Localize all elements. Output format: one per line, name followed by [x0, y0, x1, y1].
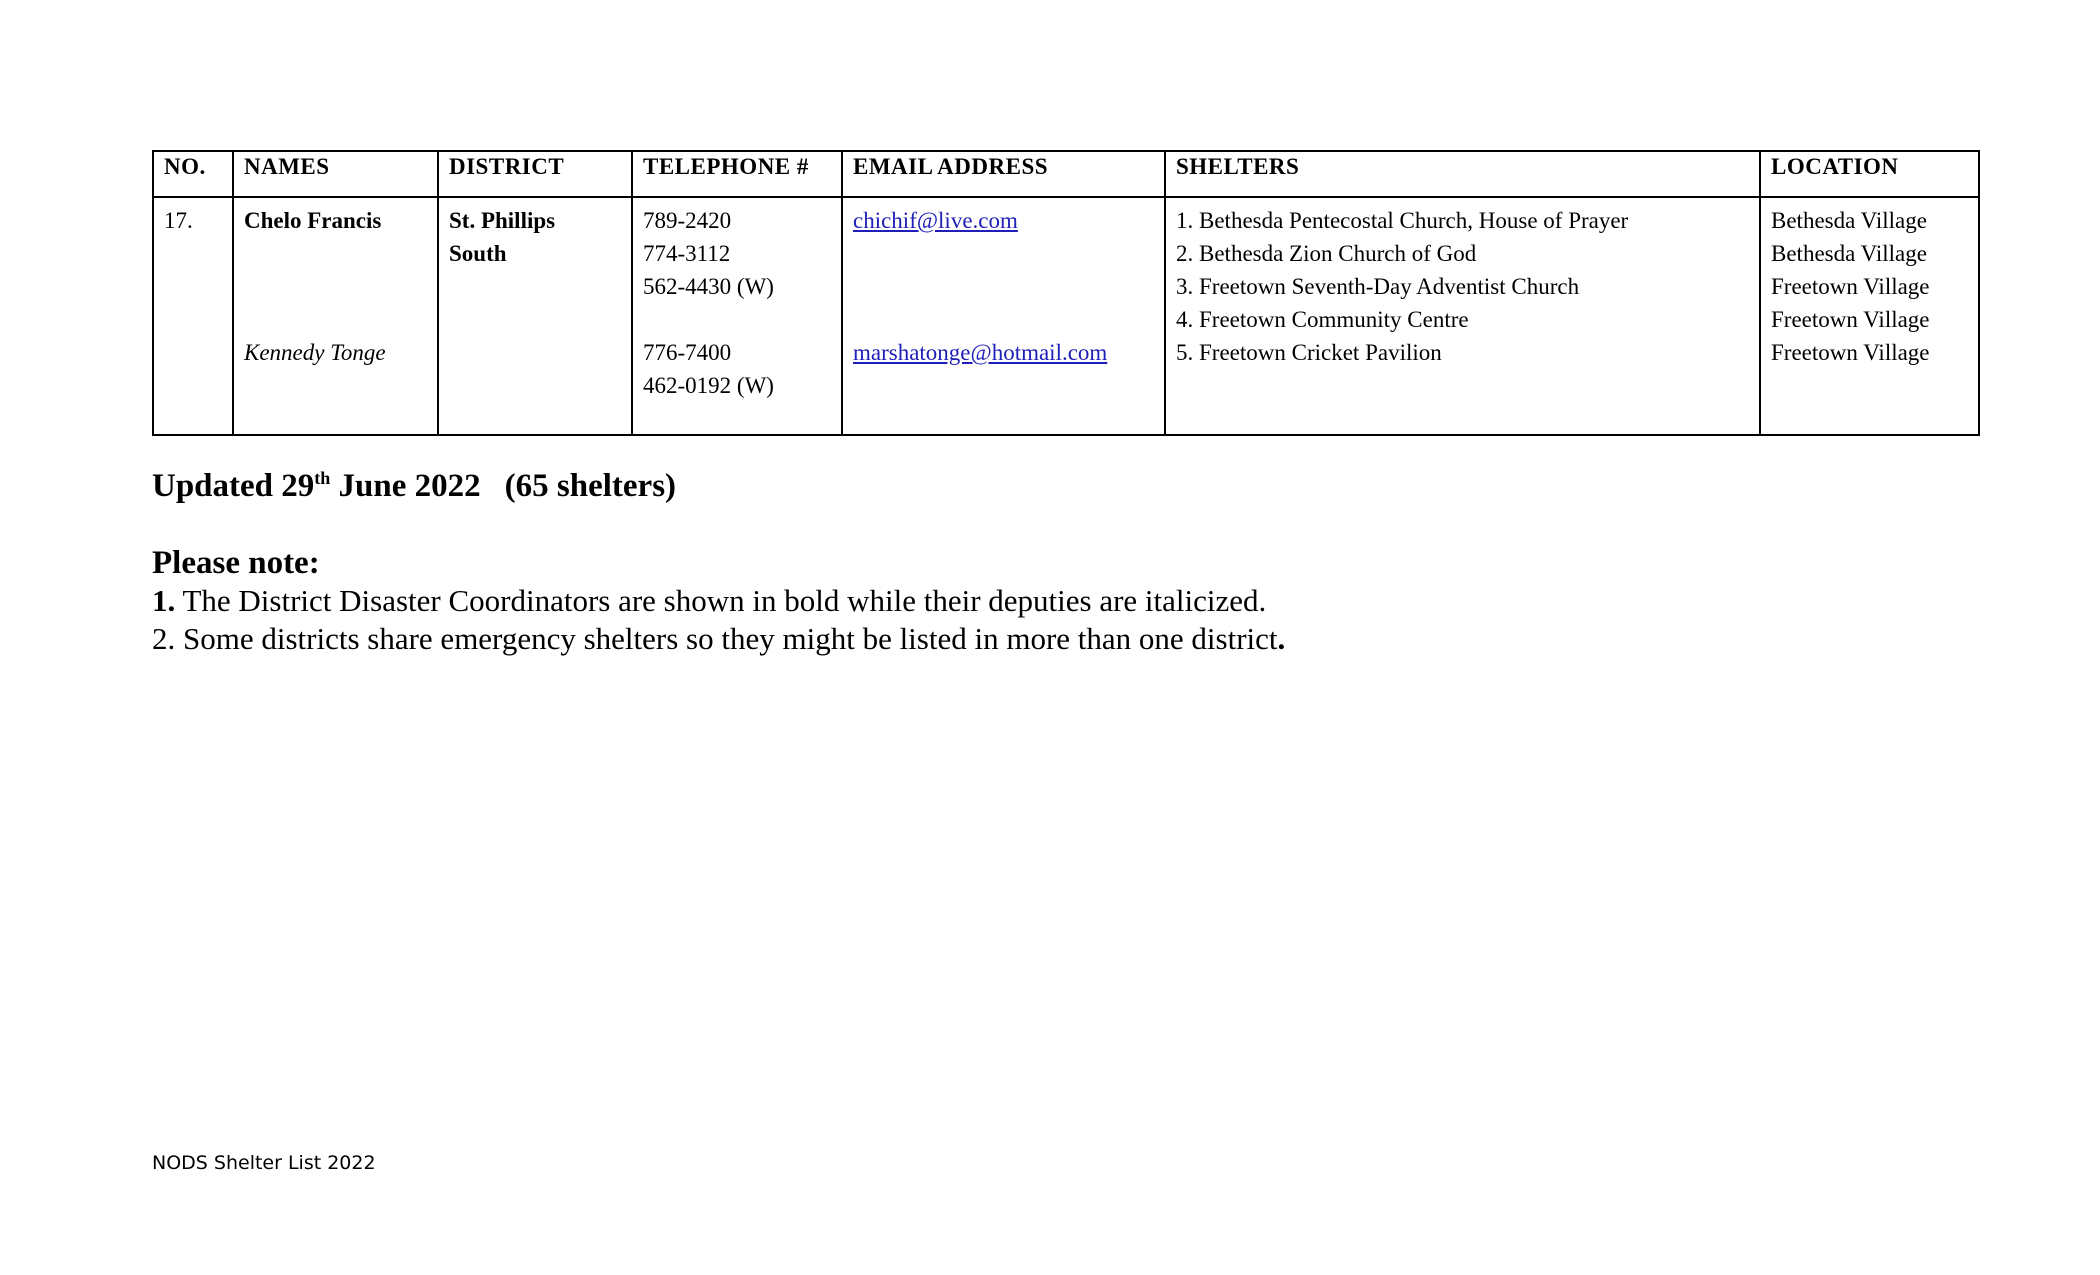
cell-district — [438, 197, 632, 435]
phone-coordinator-2: 774-3112 — [643, 241, 731, 266]
district-line2: South — [449, 241, 507, 266]
phone-coordinator-1: 789-2420 — [643, 208, 732, 233]
shelter-item: 5. Freetown Cricket Pavilion — [1176, 340, 1442, 365]
shelter-item: 2. Bethesda Zion Church of God — [1176, 241, 1477, 266]
deputy-name: Kennedy Tonge — [244, 340, 386, 365]
cell-no — [153, 197, 233, 435]
coordinator-name: Chelo Francis — [244, 208, 382, 233]
location-item: Freetown Village — [1771, 307, 1930, 332]
shelter-item: 1. Bethesda Pentecostal Church, House of Prayer — [1176, 208, 1629, 233]
cell-names — [233, 197, 438, 435]
note-item-2-end: . — [1277, 621, 1286, 656]
note-item-1 — [152, 582, 1285, 620]
district-line1: St. Phillips — [449, 208, 556, 233]
cell-location — [1760, 197, 1979, 435]
location-item: Bethesda Village — [1771, 241, 1927, 266]
phone-coordinator-3: 562-4430 (W) — [643, 274, 774, 299]
phone-deputy-1: 776-7400 — [643, 340, 732, 365]
phone-deputy-2: 462-0192 (W) — [643, 373, 774, 398]
note-item-1-number: 1. — [152, 583, 176, 618]
updated-prefix: Updated 29 — [152, 468, 315, 504]
location-item: Freetown Village — [1771, 274, 1930, 299]
header-names: NAMES — [233, 151, 438, 197]
header-shelters: SHELTERS — [1165, 151, 1760, 197]
header-district: DISTRICT — [438, 151, 632, 197]
header-telephone: TELEPHONE # — [632, 151, 842, 197]
header-location: LOCATION — [1760, 151, 1979, 197]
shelter-item: 3. Freetown Seventh-Day Adventist Church — [1176, 274, 1580, 299]
note-item-2 — [152, 620, 1285, 658]
header-email: EMAIL ADDRESS — [842, 151, 1165, 197]
note-item-1-text: The District Disaster Coordinators are shown in bold while their deputies are italicized. — [182, 583, 1267, 618]
shelter-item: 4. Freetown Community Centre — [1176, 307, 1469, 332]
table-row — [153, 197, 1979, 435]
row-number: 17. — [164, 208, 193, 233]
notes-section — [152, 544, 1285, 658]
updated-line — [152, 468, 676, 505]
cell-telephone — [632, 197, 842, 435]
table-header-row — [153, 151, 1979, 197]
location-item: Bethesda Village — [1771, 208, 1927, 233]
email-link-coordinator[interactable]: chichif@live.com — [853, 208, 1018, 233]
shelter-count: (65 shelters) — [504, 468, 677, 504]
location-item: Freetown Village — [1771, 340, 1930, 365]
shelter-table — [152, 150, 1980, 436]
page-footer: NODS Shelter List 2022 — [152, 1152, 376, 1174]
updated-suffix: th — [314, 468, 331, 488]
note-item-2-text: 2. Some districts share emergency shelters so they might be listed in more than one district — [152, 621, 1278, 656]
cell-email — [842, 197, 1165, 435]
notes-heading: Please note: — [152, 545, 320, 581]
header-no: NO. — [153, 151, 233, 197]
updated-date-rest: June 2022 — [338, 468, 481, 504]
cell-shelters — [1165, 197, 1760, 435]
email-link-deputy[interactable]: marshatonge@hotmail.com — [853, 340, 1108, 365]
